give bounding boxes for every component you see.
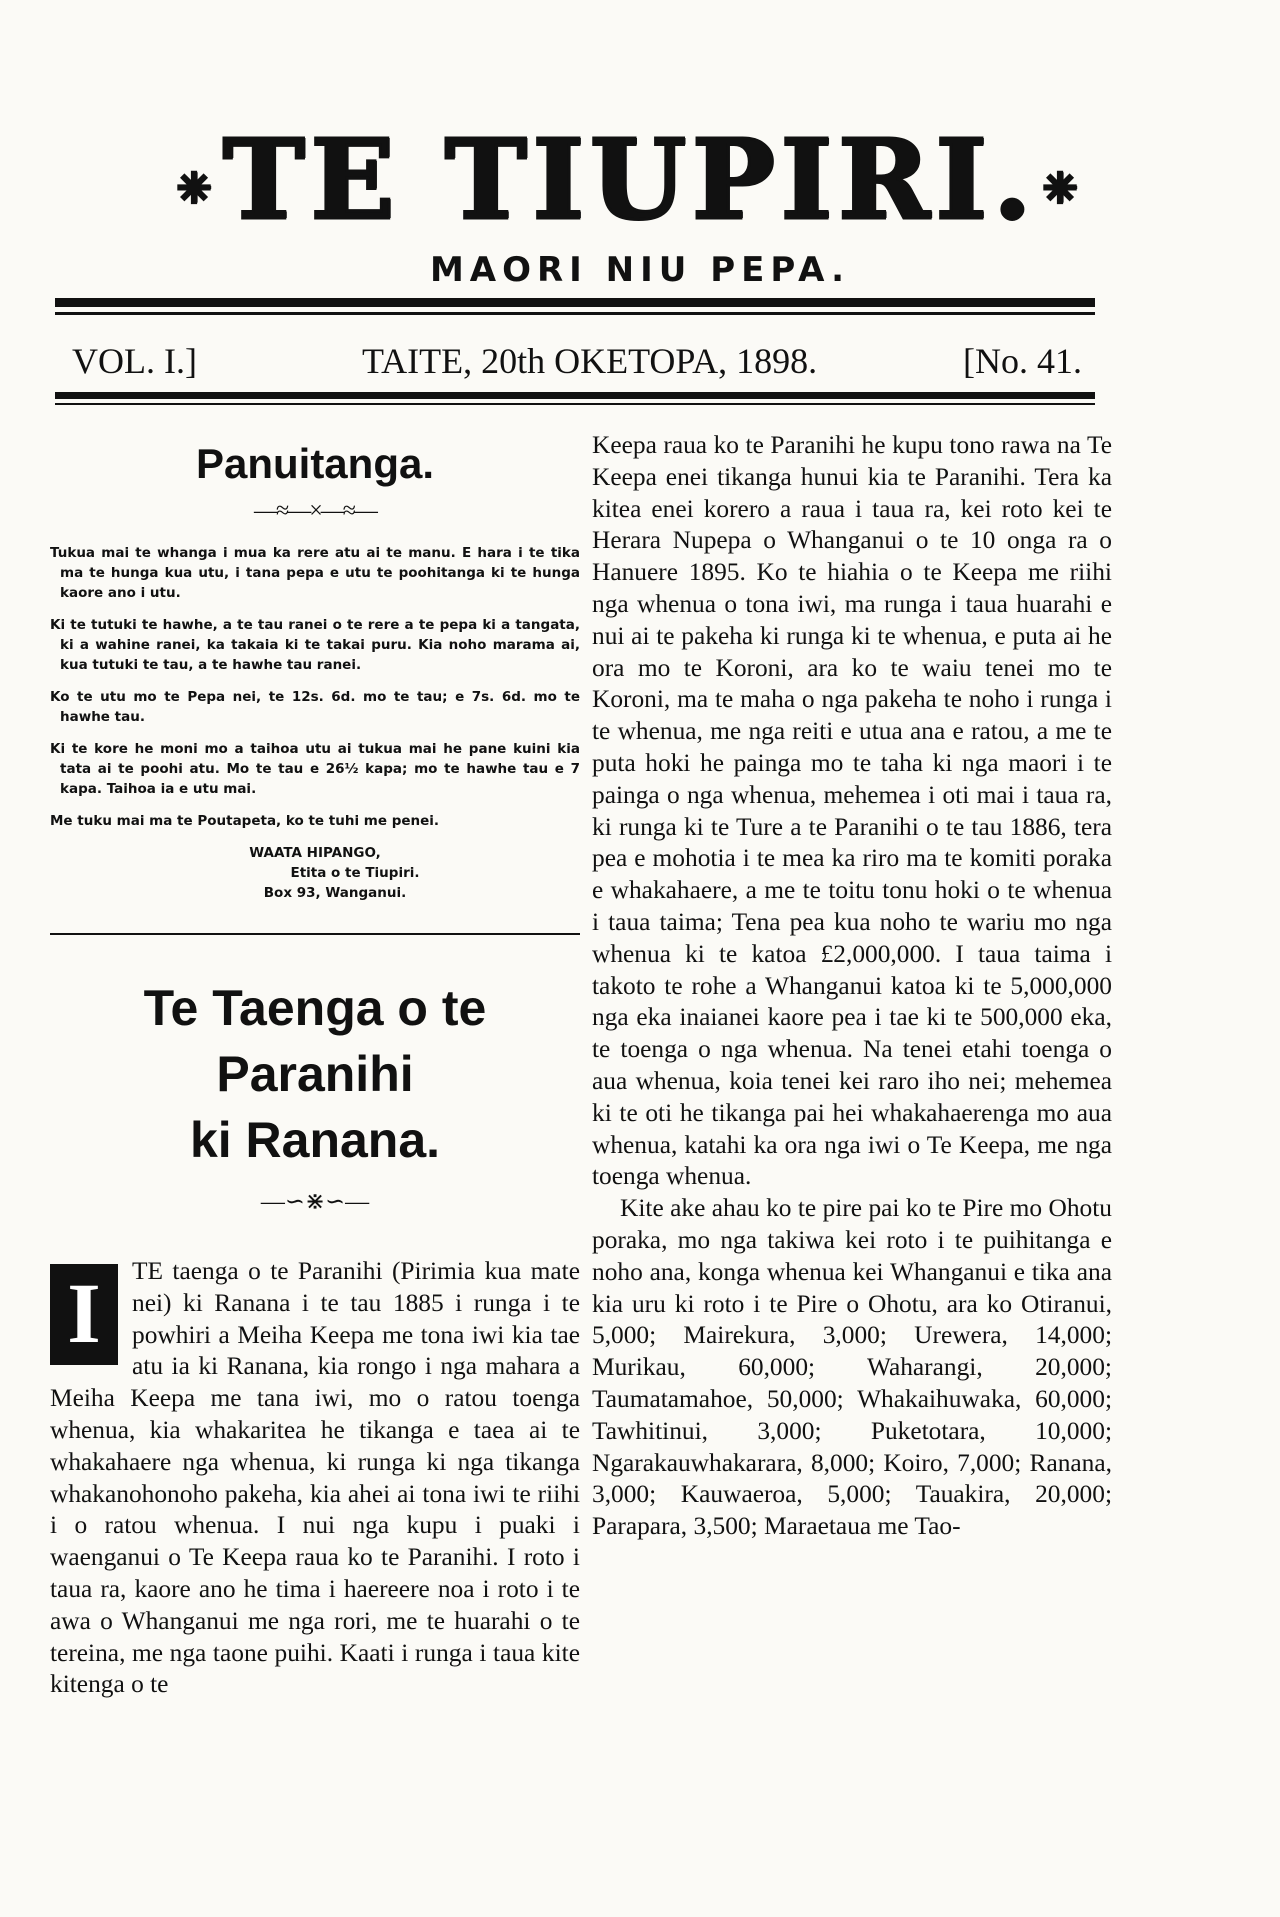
notice-flourish: —≈—×—≈— [254, 498, 376, 524]
notice-signature [50, 843, 580, 903]
article-left-text: TE taenga o te Paranihi (Pirimia kua mate nei) ki Ranana i te tau 1885 i runga i te powhiri a Meiha Keepa me tona iwi kia tae atu ia ki Ranana, kia rongo i nga mahara a Meiha Keepa me tana iwi, mo o ratou toenga whenua, kia whakaritea he tikanga e taea ai te whakahaere nga whenua, ki runga ki nga tikanga whakanohonoho pakeha, kia ahei ai tona iwi te riihi i o ratou whenua. I nui nga kupu i puaki i waenganui o Te Keepa raua ko te Paranihi. I roto i taua ra, kaore ano he tima i haereere noa i roto i te awa o Whanganui me nga rori, me te huarahi o te tereina, me nga taone puihi. Kaati i runga i taua kite kitenga o te [50, 1257, 580, 1699]
notice-paragraph: Ki te kore he moni mo a taihoa utu ai tukua mai he pane kuini kia tata ai te poohi atu. Mo te tau e 26½ kapa; mo te hawhe tau e 7 kapa. Taihoa ia e utu mai. [50, 741, 580, 797]
notice-paragraph: Ko te utu mo te Pepa nei, te 12s. 6d. mo te tau; e 7s. 6d. mo te hawhe tau. [50, 689, 580, 725]
rule-below-issue-thick [55, 392, 1095, 399]
drop-cap: I [50, 1264, 118, 1365]
signature-role: Etita o te Tiupiri. [290, 865, 420, 881]
masthead-subtitle: MAORI NIU PEPA. [429, 250, 851, 290]
right-column [592, 430, 1112, 1543]
issue-date: TAITE, 20th OKETOPA, 1898. [362, 341, 818, 381]
section-divider [50, 933, 580, 935]
article-flourish: —∽⋇∽— [260, 1189, 370, 1215]
masthead-title: TE TIUPIRI. [222, 115, 1038, 244]
notice-heading: Panuitanga. [195, 440, 435, 487]
issue-line [72, 340, 1082, 384]
issue-number: [No. 41. [963, 341, 1082, 381]
masthead [40, 115, 1220, 244]
notice-paragraph: Me tuku mai ma te Poutapeta, ko te tuhi me penei. [50, 813, 440, 829]
star-ornament-right: ✳ [1043, 165, 1083, 213]
notice-body [50, 543, 580, 831]
issue-volume: VOL. I.] [72, 341, 197, 381]
article-right-text-2: Kite ake ahau ko te pire pai ko te Pire mo Ohotu poraka, mo nga takiwa kei roto i te puihitanga e noho ana, konga whenua kei Whanganui e tika ana kia uru ki roto i te Pire o Ohotu, ara ko Otiranui, 5,000; Mairekura, 3,000; Urewera, 14,000; Murikau, 60,000; Waharangi, 20,000; Taumatamahoe, 50,000; Whakaihuwaka, 60,000; Tawhitinui, 3,000; Puketotara, 10,000; Ngarakauwhakarara, 8,000; Koiro, 7,000; Ranana, 3,000; Kauwaeroa, 5,000; Tauakira, 20,000; Parapara, 3,500; Maraetaua me Tao- [592, 1194, 1112, 1541]
article-title-line2: ki Ranana. [189, 1112, 441, 1168]
masthead-title-row [40, 115, 1220, 249]
star-ornament-left: ✳ [177, 165, 217, 213]
article-paragraph-1 [50, 1256, 580, 1701]
notice-paragraph: Ki te tutuki te hawhe, a te tau ranei o te rere a te pepa ki a tangata, ki a wahine ranei, ka takaia ki te takai puru. Kia noho marama ai, kua tutuki te tau, a te hawhe tau ranei. [50, 617, 580, 673]
article-right-text-1: Keepa raua ko te Paranihi he kupu tono rawa na Te Keepa enei tikanga hunui kia te Paranihi. Tera ka kitea enei korero a raua i taua ra, kei roto kei te Herara Nupepa o Whanganui o te 10 onga ra o Hanuere 1895. Ko te hiahia o te Keepa me riihi nga whenua o tona iwi, ma runga i taua huarahi e nui ai te pakeha ki runga ki te whenua, e puta ai he ora mo te Koroni, ara ko te waiu tenei mo te Koroni, ma te maha o nga pakeha te noho i runga i te whenua, me nga reiti e utua ana e ratou, a me te puta hoki he painga mo te taha ki nga maori i te painga o nga whenua, mehemea i oti mai i taua ra, ki runga ki te Ture a te Paranihi o te tau 1886, tera pea e mohotia i te mea ka riro ma te komiti poraka e whakahaere, a me te toitu tonu hoki o te whenua i taua taima; Tena pea kua noho te wariu mo nga whenua ki te katoa £2,000,000. I taua taima i takoto te rohe a Whanganui katoa ki te 5,000,000 nga eka inaianei kaore pea i tae ki te 500,000 eka, te toenga o nga whenua. Na tenei etahi toenga o aua whenua, koia tenei kei raro iho nei; mehemea ki te oti he tikanga pai hei whakahaerenga mo aua whenua, katahi ka ora nga iwi o Te Keepa, me nga toenga whenua. [592, 431, 1112, 1191]
notice-paragraph: Tukua mai te whanga i mua ka rere atu ai te manu. E hara i te tika ma te hunga kua utu, i tana pepa e utu te poohitanga ki te hunga kaore ano i utu. [50, 545, 580, 601]
rule-top-thick [55, 298, 1095, 307]
rule-top-thin [55, 312, 1095, 315]
left-column [50, 440, 580, 1701]
rule-below-issue-thin [55, 403, 1095, 405]
article-title-line1: Te Taenga o te Paranihi [143, 980, 487, 1102]
signature-address: Box 93, Wanganui. [263, 885, 407, 901]
signature-name: WAATA HIPANGO, [249, 845, 381, 861]
article-title [50, 975, 580, 1173]
